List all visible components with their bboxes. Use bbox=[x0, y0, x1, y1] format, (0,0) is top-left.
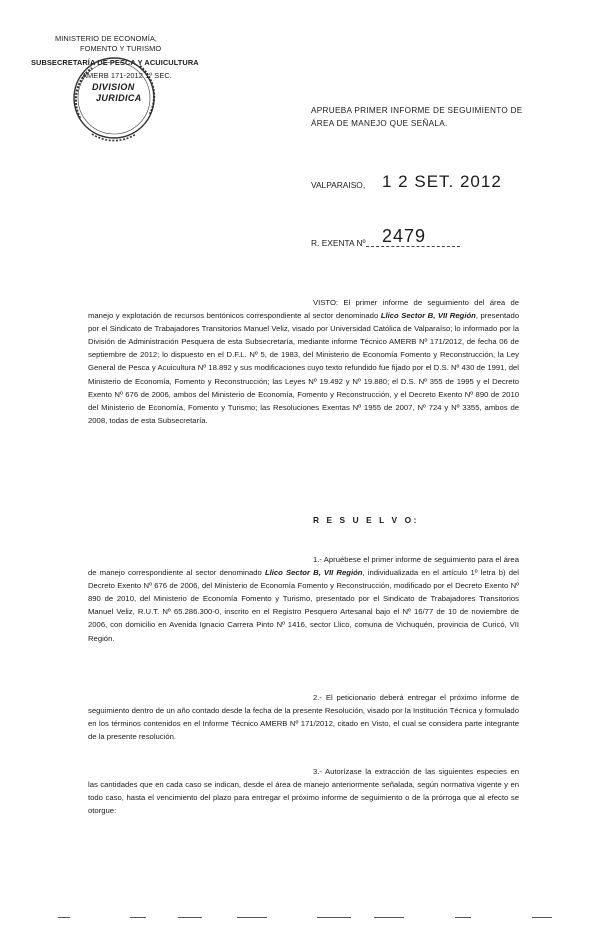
division-juridica-stamp bbox=[70, 54, 158, 142]
footer-dash bbox=[455, 917, 471, 918]
visto-sector-name: Llico Sector B, VII Región bbox=[380, 311, 476, 321]
footer-dash bbox=[532, 917, 552, 918]
stamp-line-1: DIVISION bbox=[92, 82, 135, 92]
city-label: VALPARAISO, bbox=[311, 180, 366, 190]
article-1-text: 1.- Apruébese el primer informe de seguimiento para el área de manejo correspondiente al sector denominado bbox=[88, 555, 519, 578]
visto-text-2: , presentado por el Sindicato de Trabajadores Transitorios Manuel Veliz, visado por Universidad Católica de Valparaíso; lo informado por la División de Administración Pesquera de esta Subsecretaría, mediante informe Técnico AMERB Nº 171/2012, de fecha 06 de septiembre de 2012; lo dispuesto en el D.F.L. Nº 5, de 1983, del Ministerio de Economía Fomento y Reconstrucción, la Ley General de Pesca y Acuicultura Nº 18.892 y sus modificaciones cuyo texto refundido fue fijado por el D.S. Nº 430 de 1991, del Ministerio de Economía, Fomento y Reconstrucción; las Leyes Nº 19.492 y Nº 19.880; el D.S. Nº 355 de 1995 y el Decreto Exento Nº 676 de 2006, ambos del Ministerio de Economía, Fomento y Reconstrucción, y el Decreto Exento Nº 890 de 2010 del Ministerio de Economía, Fomento y Turismo; las Resoluciones Exentas Nº 1955 de 2007, Nº 724 y Nº 3355, ambos de 2008, todas de esta Subsecretaría. bbox=[88, 311, 520, 425]
footer-dash bbox=[130, 917, 146, 918]
footer-dash bbox=[374, 917, 404, 918]
footer-dash bbox=[317, 917, 351, 918]
subject-line-1: APRUEBA PRIMER INFORME DE SEGUIMIENTO DE bbox=[311, 106, 523, 115]
reference-code: AMERB 171-2012 1º SEC. bbox=[82, 71, 172, 80]
stamp-line-2: JURIDICA bbox=[96, 93, 142, 103]
resuelvo-heading: R E S U E L V O: bbox=[313, 515, 419, 525]
article-1-sector-name: Llico Sector B, VII Región bbox=[264, 568, 363, 578]
date-stamp: 1 2 SET. 2012 bbox=[382, 172, 502, 191]
article-3: 3.- Autorízase la extracción de las siguientes especies en las cantidades que en cada caso se indican, desde el área de manejo anteriormente señalada, según normativa vigente y en todo caso, hasta el vencimiento del plazo para entregar el próximo informe de seguimiento o de la prórroga que al efecto se otorgue: bbox=[88, 767, 519, 816]
footer-dash bbox=[178, 917, 202, 918]
footer-dash bbox=[58, 917, 70, 918]
article-1-rest: , individualizada en el artículo 1º letra b) del Decreto Exento Nº 676 de 2006, del Ministerio de Economía Fomento y Reconstrucción, modificado por el Decreto Exento Nº 890 de 2010, del Ministerio de Economía Fomento y Turismo, presentado por el Sindicato de Trabajadores Transitorios Manuel Veliz, R.U.T. Nº 65.286.300-0, inscrito en el Registro Pesquero Artesanal bajo el Nº 16/77 de 10 de noviembre de 2006, con domicilio en Avenida Ignacio Carrera Pinto Nº 1416, sector Llico, comuna de Vichuquén, provincia de Curicó, VII Región. bbox=[88, 568, 519, 643]
resolution-label: R. EXENTA Nº bbox=[311, 238, 366, 248]
article-2: 2.- El peticionario deberá entregar el próximo informe de seguimiento dentro de un año contado desde la fecha de la presente Resolución, visado por la Institución Técnica y formulado en los términos contenidos en el Informe Técnico AMERB Nº 171/2012, citado en Visto, el cual se considera parte integrante de la presente resolución. bbox=[88, 693, 519, 742]
subject-line-2: ÁREA DE MANEJO QUE SEÑALA. bbox=[311, 119, 448, 128]
visto-paragraph bbox=[88, 296, 519, 427]
undersecretariat-line: SUBSECRETARÍA DE PESCA Y ACUICULTURA bbox=[31, 58, 199, 67]
resolution-number: 2479 bbox=[382, 226, 427, 246]
article-1 bbox=[88, 553, 519, 645]
ministry-line: MINISTERIO DE ECONOMÍA, bbox=[55, 34, 158, 43]
footer-dash bbox=[237, 917, 267, 918]
ministry-line-2: FOMENTO Y TURISMO bbox=[80, 44, 162, 53]
visto-text-1: VISTO: El primer informe de seguimiento del área de manejo y explotación de recursos bentónicos correspondiente al sector denominado bbox=[88, 298, 519, 321]
